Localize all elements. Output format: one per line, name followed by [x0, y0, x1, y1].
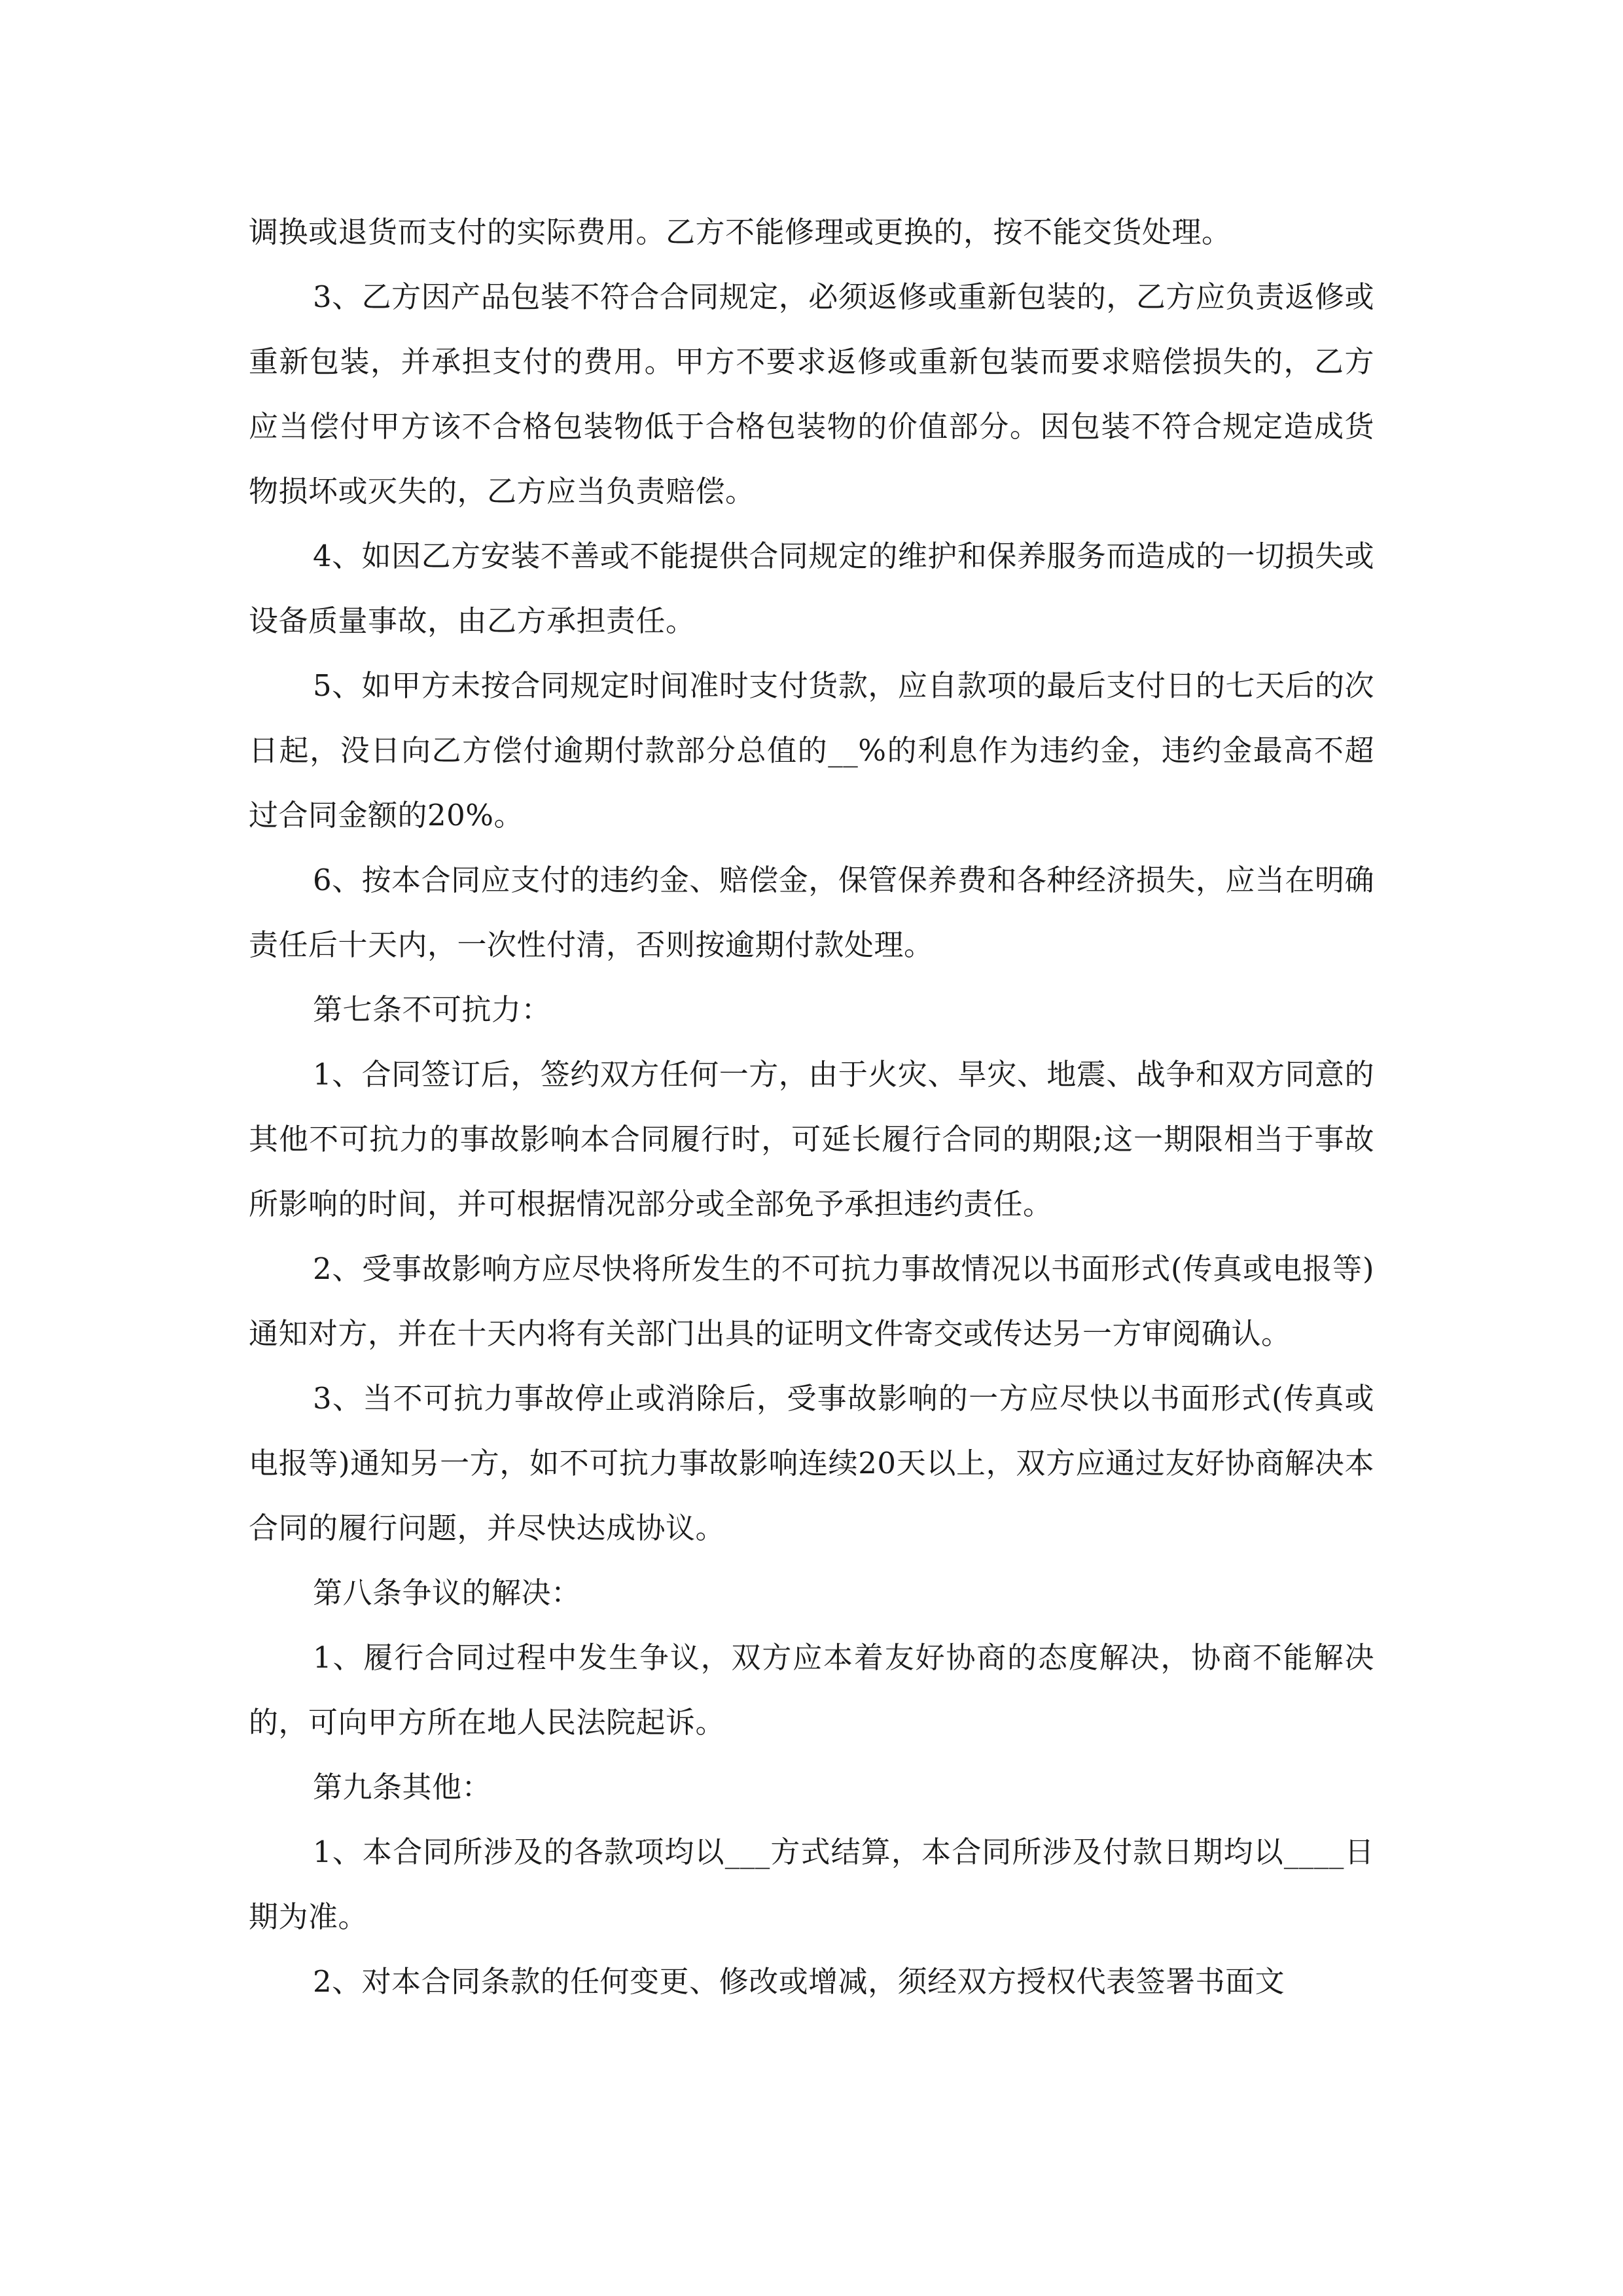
article-7-clause-3: 3、当不可抗力事故停止或消除后，受事故影响的一方应尽快以书面形式(传真或电报等)通知另一方，如不可抗力事故影响连续20天以上，双方应通过友好协商解决本合同的履行问题，并尽快达成协议。: [249, 1381, 1374, 1545]
article-9-clause-2: 2、对本合同条款的任何变更、修改或增减，须经双方授权代表签署书面文: [313, 1964, 1285, 1999]
article-9-clause-1: 1、本合同所涉及的各款项均以___方式结算，本合同所涉及付款日期均以____日期为准。: [249, 1835, 1374, 1934]
paragraph-continuation: 调换或退货而支付的实际费用。乙方不能修理或更换的，按不能交货处理。: [249, 215, 1232, 249]
article-7-clause-2: 2、受事故影响方应尽快将所发生的不可抗力事故情况以书面形式(传真或电报等)通知对方，并在十天内将有关部门出具的证明文件寄交或传达另一方审阅确认。: [249, 1251, 1374, 1351]
clause-6-penalty-payment: 6、按本合同应支付的违约金、赔偿金，保管保养费和各种经济损失，应当在明确责任后十天内，一次性付清，否则按逾期付款处理。: [249, 863, 1374, 962]
article-8-heading: 第八条争议的解决：: [313, 1575, 581, 1610]
article-9-heading: 第九条其他：: [313, 1770, 492, 1804]
contract-body: [249, 200, 1374, 2014]
clause-5-late-payment: 5、如甲方未按合同规定时间准时支付货款，应自款项的最后支付日的七天后的次日起，没日向乙方偿付逾期付款部分总值的__%的利息作为违约金，违约金最高不超过合同金额的20%。: [249, 668, 1374, 833]
clause-3-packaging: 3、乙方因产品包装不符合合同规定，必须返修或重新包装的，乙方应负责返修或重新包装，并承担支付的费用。甲方不要求返修或重新包装而要求赔偿损失的，乙方应当偿付甲方该不合格包装物低于合格包装物的价值部分。因包装不符合规定造成货物损坏或灭失的，乙方应当负责赔偿。: [249, 279, 1374, 509]
article-7-clause-1: 1、合同签订后，签约双方任何一方，由于火灾、旱灾、地震、战争和双方同意的其他不可抗力的事故影响本合同履行时，可延长履行合同的期限;这一期限相当于事故所影响的时间，并可根据情况部分或全部免予承担违约责任。: [249, 1057, 1374, 1221]
article-8-clause-1: 1、履行合同过程中发生争议，双方应本着友好协商的态度解决，协商不能解决的，可向甲方所在地人民法院起诉。: [249, 1640, 1374, 1740]
clause-4-installation: 4、如因乙方安装不善或不能提供合同规定的维护和保养服务而造成的一切损失或设备质量事故，由乙方承担责任。: [249, 539, 1374, 638]
article-7-heading: 第七条不可抗力：: [313, 992, 552, 1027]
